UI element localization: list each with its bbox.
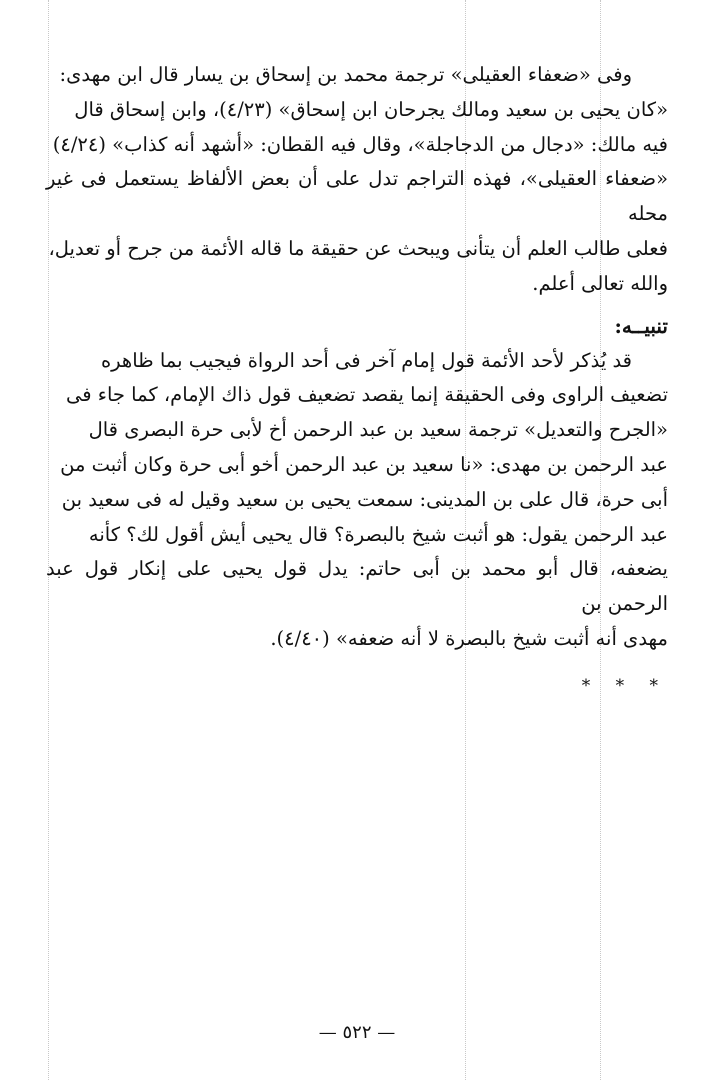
- text-line: عبد الرحمن يقول: هو أثبت شيخ بالبصرة؟ قال يحيى أيش أقول لك؟ كأنه: [88, 522, 668, 546]
- text-line: «ضعفاء العقيلى»، فهذه التراجم تدل على أن بعض الألفاظ يستعمل فى غير محله: [46, 167, 668, 226]
- text-line: عبد الرحمن بن مهدى: «نا سعيد بن عبد الرحمن أخو أبى حرة وكان أثبت من: [60, 452, 668, 476]
- note-heading: تنبيــه:: [614, 313, 668, 338]
- paragraph-dhuafa-uqayli: [46, 58, 668, 302]
- text-line: تضعيف الراوى وفى الحقيقة إنما يقصد تضعيف قول ذاك الإمام، كما جاء فى: [66, 383, 668, 407]
- paragraph-note: [46, 344, 668, 657]
- section-separator: * * *: [581, 675, 668, 696]
- text-line: أبى حرة، قال على بن المدينى: سمعت يحيى بن سعيد وقيل له فى سعيد بن: [61, 487, 668, 511]
- text-line: «كان يحيى بن سعيد ومالك يجرحان ابن إسحاق» (٤/٢٣)، وابن إسحاق قال: [74, 97, 668, 121]
- text-line: مهدى أنه أثبت شيخ بالبصرة لا أنه ضعفه» (٤/٤٠).: [270, 626, 668, 650]
- text-line: فيه مالك: «دجال من الدجاجلة»، وقال فيه القطان: «أشهد أنه كذاب» (٤/٢٤): [52, 132, 668, 156]
- text-line: يضعفه، قال أبو محمد بن أبى حاتم: يدل قول يحيى على إنكار قول عبد الرحمن بن: [46, 557, 668, 616]
- text-line: قد يُذكر لأحد الأئمة قول إمام آخر فى أحد الرواة فيجيب بما ظاهره: [100, 348, 632, 372]
- text-line: والله تعالى أعلم.: [532, 271, 668, 295]
- text-line: وفى «ضعفاء العقيلى» ترجمة محمد بن إسحاق بن يسار قال ابن مهدى:: [59, 63, 632, 86]
- text-line: فعلى طالب العلم أن يتأنى ويبحث عن حقيقة ما قاله الأئمة من جرح أو تعديل،: [48, 236, 668, 260]
- text-line: «الجرح والتعديل» ترجمة سعيد بن عبد الرحمن أخ لأبى حرة البصرى قال: [88, 418, 668, 442]
- page-number: — ٥٢٢ —: [318, 1022, 396, 1043]
- page-body: [46, 58, 668, 704]
